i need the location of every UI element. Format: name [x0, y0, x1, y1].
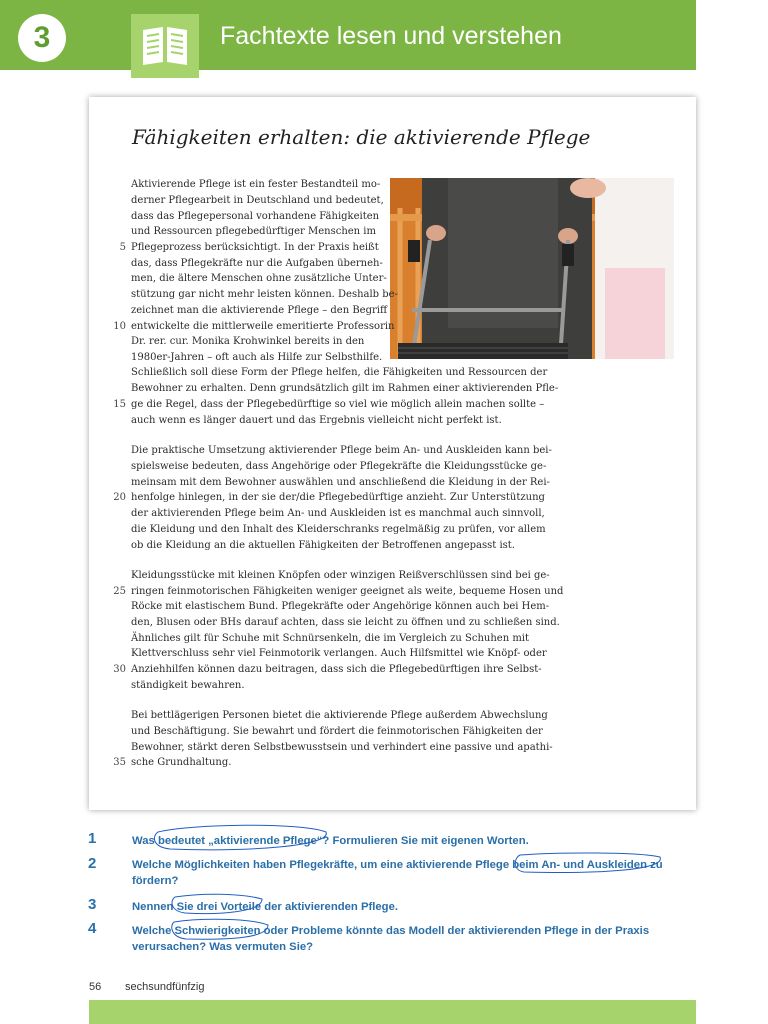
- elderly-person-with-walker-photo: [390, 178, 674, 359]
- text-line: sche Grundhaltung.: [131, 757, 232, 768]
- line-number: 35: [113, 757, 126, 768]
- text-line: 1980er-Jahren – oft auch als Hilfe zur Selbsthilfe.: [131, 352, 383, 363]
- text-line: Bei bettlägerigen Personen bietet die aktivierende Pflege außerdem Abwechslung: [131, 710, 548, 721]
- line-number: 15: [113, 399, 126, 410]
- text-line: ge die Regel, dass der Pflegebedürftige so viel wie möglich allein machen sollte –: [131, 399, 545, 410]
- task-number: 3: [88, 896, 97, 913]
- task-text: Welche Schwierigkeiten oder Probleme könnte das Modell der aktivierenden Pflege in der Praxis verursachen? Was vermuten Sie?: [132, 925, 650, 953]
- page-number-word: sechsundfünfzig: [125, 981, 205, 993]
- text-line: derner Pflegearbeit in Deutschland und bedeutet,: [131, 195, 384, 206]
- text-line: stützung gar nicht mehr leisten können. Deshalb be-: [131, 289, 398, 300]
- footer-band: [89, 1000, 696, 1024]
- text-line: Bewohner, stärkt deren Selbstbewusstsein und verhindert eine passive und apathi-: [131, 742, 553, 753]
- text-line: Röcke mit elastischem Bund. Pflegekräfte oder Angehörige können auch bei Hem-: [131, 601, 550, 612]
- article-title: Fähigkeiten erhalten: die aktivierende Pflege: [132, 125, 591, 149]
- text-line: ringen feinmotorischen Fähigkeiten weniger geeignet als weite, bequeme Hosen und: [131, 586, 564, 597]
- page-number: 56: [89, 981, 102, 993]
- text-line: Pflegeprozess berücksichtigt. In der Praxis heißt: [131, 242, 379, 253]
- text-line: meinsam mit dem Bewohner auswählen und anschließend die Kleidung in der Rei-: [131, 477, 550, 488]
- text-line: das, dass Pflegekräfte nur die Aufgaben überneh-: [131, 258, 383, 269]
- line-number: 25: [113, 586, 126, 597]
- line-number: 10: [113, 321, 126, 332]
- text-line: den, Blusen oder BHs darauf achten, dass sie leicht zu öffnen und zu schließen sind.: [131, 617, 560, 628]
- text-line: Dr. rer. cur. Monika Krohwinkel bereits in den: [131, 336, 365, 347]
- text-line: auch wenn es länger dauert und das Ergebnis vielleicht nicht perfekt ist.: [131, 415, 502, 426]
- text-line: Die praktische Umsetzung aktivierender Pflege beim An- und Auskleiden kann bei-: [131, 445, 552, 456]
- text-line: und Ressourcen pflegebedürftiger Menschen im: [131, 226, 376, 237]
- text-line: Kleidungsstücke mit kleinen Knöpfen oder winzigen Reißverschlüssen sind bei ge-: [131, 570, 550, 581]
- line-number: 30: [113, 664, 126, 675]
- open-book-icon: [131, 14, 199, 78]
- task-number: 4: [88, 920, 97, 937]
- text-line: men, die ältere Menschen ohne zusätzliche Unter-: [131, 273, 387, 284]
- text-line: entwickelte die mittlerweile emeritierte Professorin: [131, 321, 395, 332]
- text-line: spielsweise bedeuten, dass Angehörige oder Pflegekräfte die Kleidungsstücke ge-: [131, 461, 547, 472]
- task-number: 1: [88, 830, 97, 847]
- text-line: Ähnliches gilt für Schuhe mit Schnürsenkeln, die im Vergleich zu Schuhen mit: [131, 633, 530, 644]
- text-line: zeichnet man die aktivierende Pflege – den Begriff: [131, 305, 388, 316]
- text-line: und Beschäftigung. Sie bewahrt und fördert die feinmotorischen Fähigkeiten der: [131, 726, 543, 737]
- text-line: Klettverschluss sehr viel Feinmotorik verlangen. Auch Hilfsmittel wie Knöpf- oder: [131, 648, 547, 659]
- text-line: Anziehhilfen können dazu beitragen, dass sich die Pflegebedürftigen ihre Selbst-: [131, 664, 542, 675]
- line-number: 5: [119, 242, 126, 253]
- text-line: henfolge hinlegen, in der sie der/die Pflegebedürftige anzieht. Zur Unterstützung: [131, 492, 545, 503]
- text-line: ständigkeit bewahren.: [131, 680, 245, 691]
- task-number: 2: [88, 855, 97, 872]
- task-text: Nennen Sie drei Vorteile der aktivierenden Pflege.: [132, 901, 398, 913]
- text-line: Aktivierende Pflege ist ein fester Bestandteil mo-: [131, 179, 381, 190]
- text-line: Bewohner zu erhalten. Denn grundsätzlich gilt im Rahmen einer aktivierenden Pfle-: [131, 383, 559, 394]
- text-line: Schließlich soll diese Form der Pflege helfen, die Fähigkeiten und Ressourcen der: [131, 367, 548, 378]
- text-line: ob die Kleidung an die aktuellen Fähigkeiten der Betroffenen angepasst ist.: [131, 540, 515, 551]
- text-line: dass das Pflegepersonal vorhandene Fähigkeiten: [131, 211, 380, 222]
- text-line: der aktivierenden Pflege beim An- und Auskleiden ist es manchmal auch sinnvoll,: [131, 508, 545, 519]
- chapter-title: Fachtexte lesen und verstehen: [220, 22, 562, 50]
- task-text: Welche Möglichkeiten haben Pflegekräfte, um eine aktivierende Pflege beim An- und Auskleiden zu fördern?: [132, 859, 663, 887]
- task-text: Was bedeutet „aktivierende Pflege“? Formulieren Sie mit eigenen Worten.: [132, 835, 529, 847]
- line-number: 20: [113, 492, 126, 503]
- chapter-number: 3: [18, 14, 66, 62]
- text-line: die Kleidung und den Inhalt des Kleiderschranks regelmäßig zu prüfen, vor allem: [131, 524, 546, 535]
